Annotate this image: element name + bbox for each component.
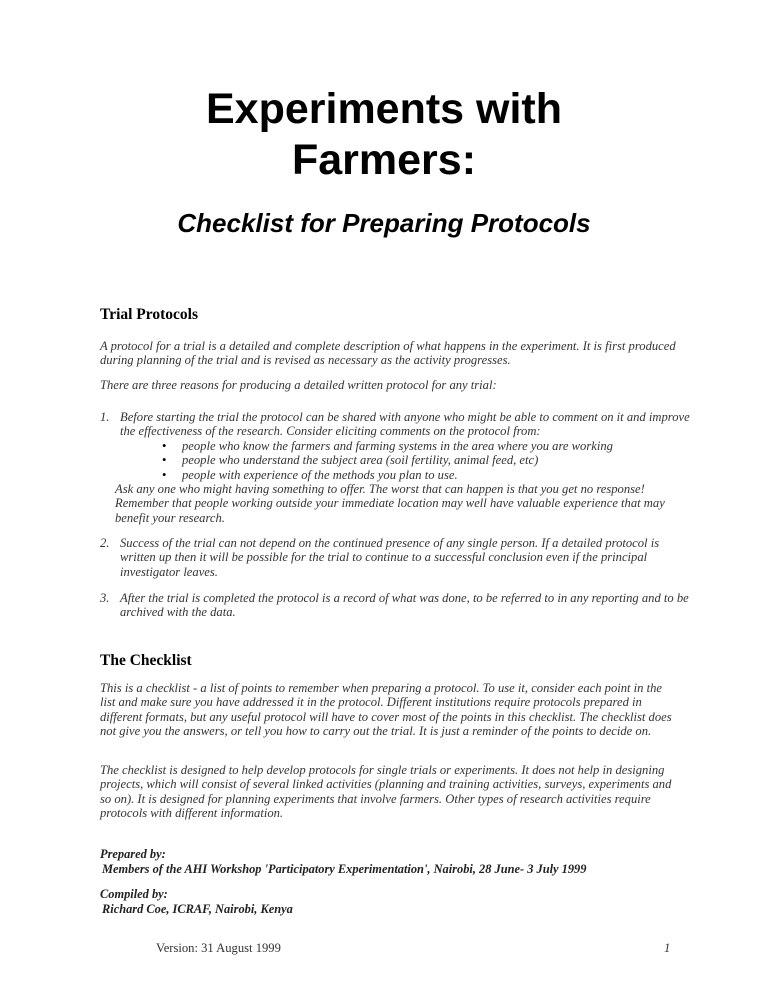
- prepared-by-block: [100, 847, 586, 876]
- prepared-by-value: Members of the AHI Workshop 'Participatory Experimentation', Nairobi, 28 June- 3 July 1999: [102, 861, 587, 876]
- checklist-para-1: This is a checklist - a list of points to remember when preparing a protocol. To use it, consider each point in the list and make sure you have addressed it in the protocol. Different institutions require protocols prepared in different formats, but any useful protocol will have to cover most of the points in this checklist. The checklist does not give you the answers, or tell you how to carry out the trial. It is just a reminder of the points to decide on.: [100, 681, 672, 739]
- reason-text: After the trial is completed the protocol is a record of what was done, to be referred to in any reporting and to be archived with the data.: [120, 591, 689, 620]
- section-heading-trial-protocols: Trial Protocols: [100, 306, 199, 323]
- compiled-by-value: Richard Coe, ICRAF, Nairobi, Kenya: [102, 901, 293, 916]
- bullet-item: • people with experience of the methods you plan to use.: [162, 467, 458, 482]
- prepared-by-label: Prepared by:: [100, 847, 166, 861]
- trial-protocols-intro: A protocol for a trial is a detailed and complete description of what happens in the experiment. It is first produced during planning of the trial and is revised as necessary as the activity progresses.: [100, 339, 676, 368]
- reason-item-2: [100, 536, 690, 579]
- page-number: 1: [664, 941, 671, 955]
- reason-bullet-list: [120, 439, 690, 482]
- reasons-lead: There are three reasons for producing a detailed written protocol for any trial:: [100, 378, 497, 392]
- reason-text: Success of the trial can not depend on the continued presence of any single person. If a detailed protocol is written up then it will be possible for the trial to continue to a successful conclusion even if the principal investigator leaves.: [120, 536, 660, 579]
- title-line-2: Farmers:: [291, 136, 477, 184]
- bullet-icon: •: [162, 438, 167, 453]
- title-line-1: Experiments with: [205, 85, 563, 133]
- reason-text: Before starting the trial the protocol can be shared with anyone who might be able to comment on it and improve the effectiveness of the research. Consider eliciting comments on the protocol from:: [120, 410, 690, 439]
- reason-number: 1.: [100, 410, 110, 424]
- reason-number: 2.: [100, 536, 110, 550]
- bullet-item: • people who understand the subject area (soil fertility, animal feed, etc): [162, 453, 539, 468]
- reason-item-1: [100, 410, 690, 525]
- compiled-by-label: Compiled by:: [100, 887, 168, 901]
- bullet-icon: •: [162, 467, 167, 482]
- bullet-icon: •: [162, 453, 167, 468]
- reason-number: 3.: [100, 591, 110, 605]
- document-title: [0, 84, 768, 186]
- section-heading-checklist: The Checklist: [100, 652, 192, 669]
- reason-followup: Ask any one who might having something to offer. The worst that can happen is that you get no response! Remember that people working outside your immediate location may well have valuable experience that may benefit your research.: [115, 482, 665, 525]
- footer-version: Version: 31 August 1999: [156, 941, 281, 955]
- checklist-para-2: The checklist is designed to help develop protocols for single trials or experiments. It does not help in designing projects, which will consist of several linked activities (planning and training activities, surveys, experiments and so on). It is designed for planning experiments that involve farmers. Other types of research activities require protocols with different information.: [100, 763, 672, 821]
- reason-item-3: [100, 591, 690, 620]
- document-subtitle: Checklist for Preparing Protocols: [177, 208, 591, 238]
- bullet-item: • people who know the farmers and farming systems in the area where you are working: [162, 438, 613, 453]
- compiled-by-block: [100, 887, 293, 916]
